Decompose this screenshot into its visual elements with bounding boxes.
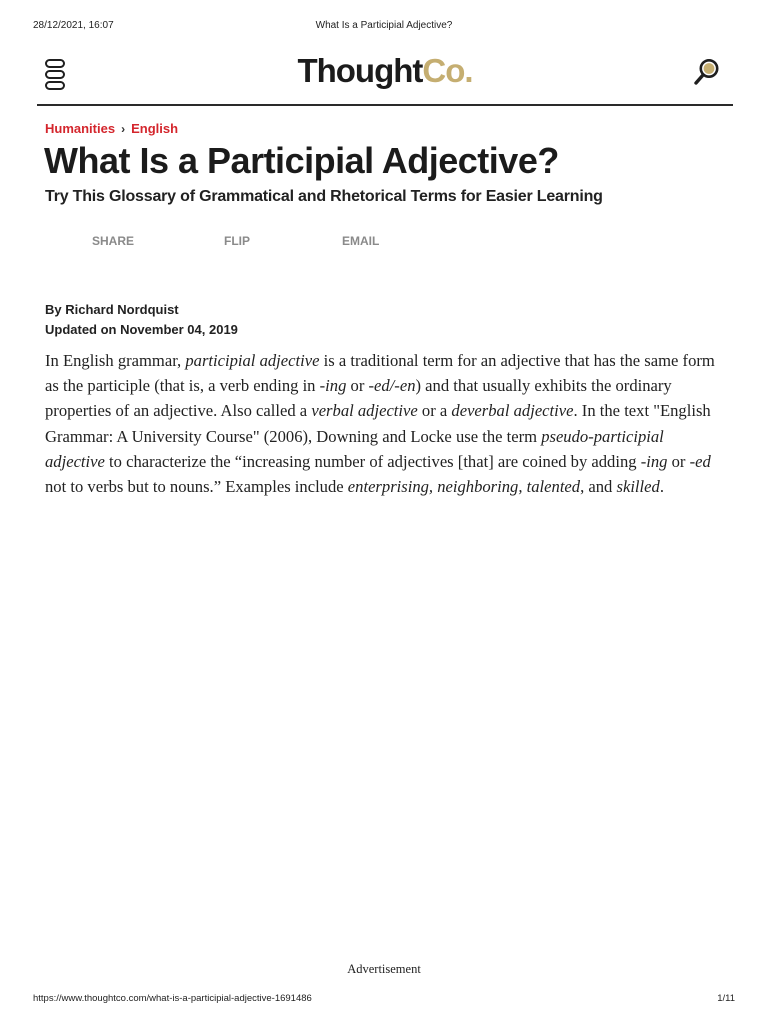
breadcrumb-item-english[interactable]: English bbox=[131, 121, 179, 136]
text-run: is a traditional term for an adjective that has the same form as the participle (that is, a verb ending in bbox=[45, 351, 715, 396]
italic-term: -ing bbox=[319, 376, 347, 396]
email-button[interactable]: EMAIL bbox=[342, 234, 380, 248]
print-page-number: 1/11 bbox=[717, 993, 735, 1004]
text-run: or bbox=[667, 451, 690, 471]
text-run: ) and that usually exhibits the ordinary properties of an adjective. Also called a bbox=[45, 376, 672, 421]
italic-term: pseudo-participial adjective bbox=[45, 426, 664, 471]
text-run: . In the text "English Grammar: A University Course" (2006), Downing and Locke use the term bbox=[45, 401, 711, 446]
chevron-right-icon: › bbox=[121, 122, 126, 136]
italic-term: deverbal adjective bbox=[451, 401, 574, 421]
italic-term: verbal adjective bbox=[311, 401, 418, 421]
flip-button[interactable]: FLIP bbox=[224, 234, 250, 248]
article-title: What Is a Participial Adjective? bbox=[44, 140, 559, 181]
text-run: not to verbs but to nouns.” Examples include bbox=[45, 477, 348, 497]
breadcrumb bbox=[45, 121, 178, 136]
italic-term: -ed bbox=[689, 451, 711, 471]
italic-term: enterprising, neighboring, talented bbox=[347, 477, 581, 497]
site-logo[interactable] bbox=[37, 52, 733, 90]
text-run: In English grammar, bbox=[45, 351, 186, 370]
text-run: or a bbox=[417, 401, 452, 421]
print-page-title: What Is a Participial Adjective? bbox=[315, 20, 453, 31]
site-header bbox=[37, 50, 733, 106]
share-button[interactable]: SHARE bbox=[92, 234, 135, 248]
updated-date: Updated on November 04, 2019 bbox=[45, 322, 238, 337]
logo-accent-text: Co. bbox=[422, 52, 473, 89]
text-run: or bbox=[346, 376, 369, 396]
author-name: By Richard Nordquist bbox=[45, 302, 179, 317]
italic-term: -ing bbox=[640, 451, 668, 471]
print-datetime: 28/12/2021, 16:07 bbox=[33, 20, 114, 31]
text-run: , and bbox=[580, 477, 617, 497]
article-subtitle: Try This Glossary of Grammatical and Rhetorical Terms for Easier Learning bbox=[45, 188, 603, 205]
breadcrumb-item-humanities[interactable]: Humanities bbox=[45, 121, 116, 136]
advertisement-label: Advertisement bbox=[347, 962, 421, 976]
italic-term: participial adjective bbox=[185, 351, 320, 370]
print-url: https://www.thoughtco.com/what-is-a-participial-adjective-1691486 bbox=[33, 993, 312, 1004]
italic-term: skilled bbox=[616, 477, 660, 497]
text-run: . bbox=[659, 477, 664, 497]
article-paragraph bbox=[45, 348, 725, 499]
search-icon[interactable] bbox=[693, 57, 721, 87]
byline bbox=[45, 300, 238, 340]
text-run: to characterize the “increasing number of adjectives [that] are coined by adding bbox=[104, 451, 641, 471]
logo-primary-text: Thought bbox=[297, 52, 423, 89]
italic-term: -ed/-en bbox=[368, 376, 416, 396]
